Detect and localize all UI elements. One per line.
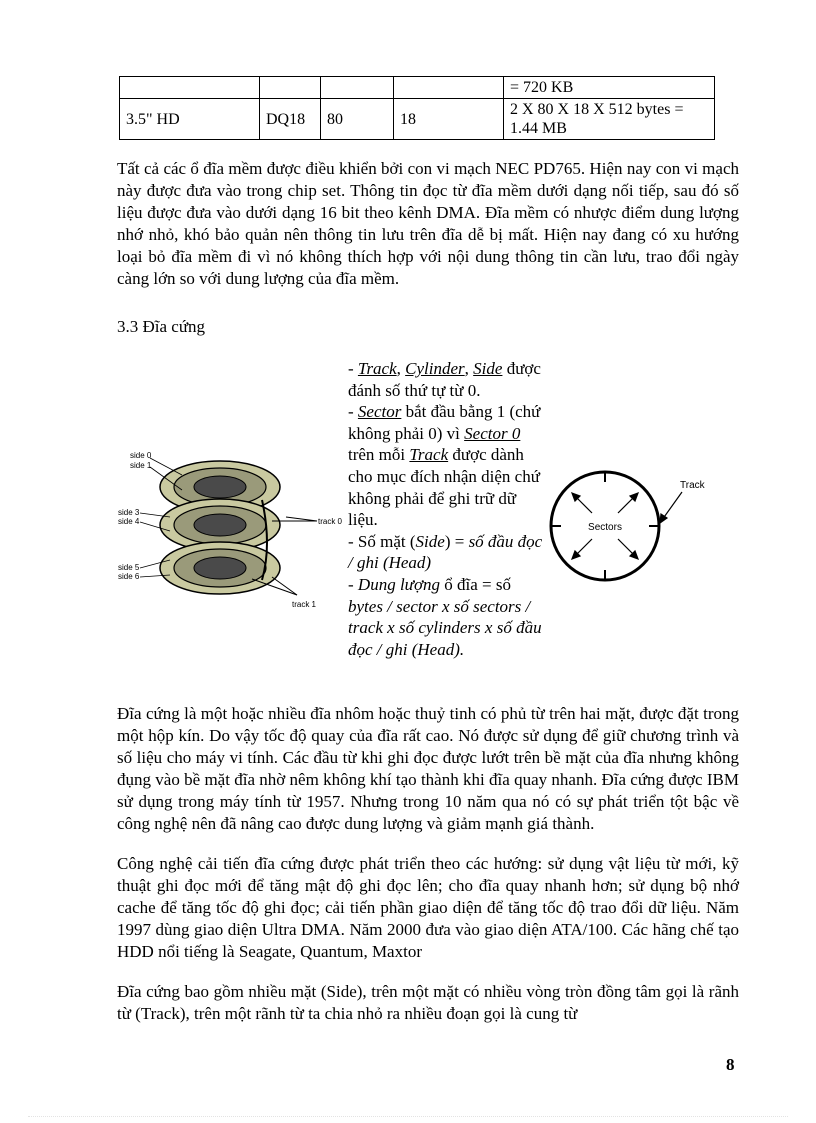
label-side-1: side 1	[130, 461, 152, 470]
sectors-figure	[548, 468, 718, 598]
paragraph-hdd-intro: Đĩa cứng là một hoặc nhiều đĩa nhôm hoặc thuỷ tinh có phủ từ trên hai mặt, được đặt trong một hộp kín. Do vậy tốc độ quay của đĩa rất cao. Nó được sử dụng để giữ chương trình và số liệu cho máy vi tính. Các đầu từ khi ghi đọc được lướt trên bề mặt của đĩa nhưng không đụng vào bề mặt đĩa nhờ nêm không khí tạo thành khi đĩa quay nhanh. Đĩa cứng được IBM sử dụng trong máy tính từ 1957. Nhưng trong 10 năm qua nó có sự phát triển tột bậc về công nghệ nên đã nâng cao được dung lượng và giảm mạnh giá thành.	[117, 704, 739, 833]
track-arrow	[662, 492, 682, 520]
table-cell: 2 X 80 X 18 X 512 bytes = 1.44 MB	[504, 99, 715, 140]
label-sectors: Sectors	[588, 522, 622, 533]
page-bottom-divider	[28, 1116, 788, 1117]
paragraph-floppy: Tất cả các ổ đĩa mềm được điều khiển bởi con vi mạch NEC PD765. Hiện nay con vi mạch này được đưa vào trong chip set. Thông tin đọc từ đĩa mềm dưới dạng nối tiếp, sau đó số liệu được đưa vào dưới dạng 16 bit theo kênh DMA. Đĩa mềm có nhược điểm dung lượng nhớ nhỏ, khó bảo quản nên thông tin lưu trên đĩa dễ bị mất. Hiện nay đang có xu hướng loại bỏ đĩa mềm đi vì nó không thích hợp với nội dung thông tin cần lưu, trao đổi ngày càng lớn so với dung lượng của đĩa mềm.	[117, 159, 739, 288]
platter-3	[160, 542, 280, 594]
table-row	[120, 99, 715, 140]
table-cell	[394, 77, 504, 99]
label-side-5: side 5	[118, 563, 140, 572]
note-sector: - Sector bắt đầu bằng 1 (chứ không phải 0) vì Sector 0 trên mỗi Track được dành cho mục đích nhận diện chứ không phải để ghi trữ dữ liệu.	[348, 402, 541, 530]
table-cell: 80	[321, 99, 394, 140]
table-cell: DQ18	[260, 99, 321, 140]
disk-spec-table	[119, 76, 715, 140]
table-cell	[260, 77, 321, 99]
track-0-pointer	[286, 517, 317, 521]
note-numbering: - Track, Cylinder, Side được đánh số thứ tự từ 0.	[348, 359, 541, 400]
table-cell: 3.5" HD	[120, 99, 260, 140]
note-sides: - Số mặt (Side) = số đầu đọc / ghi (Head)	[348, 531, 543, 573]
platter-stack-figure	[112, 445, 342, 615]
label-track-1: track 1	[292, 600, 317, 609]
table-cell	[321, 77, 394, 99]
note-capacity: - Dung lượng ổ đĩa = số bytes / sector x số sectors / track x số cylinders x số đầu đọc / ghi (Head).	[348, 574, 542, 659]
label-side-6: side 6	[118, 572, 140, 581]
table-row	[120, 77, 715, 99]
page-number: 8	[726, 1055, 735, 1074]
table-cell: 18	[394, 99, 504, 140]
label-track: Track	[680, 480, 705, 491]
track-1-pointer	[272, 577, 297, 595]
paragraph-hdd-structure: Đĩa cứng bao gồm nhiều mặt (Side), trên một mặt có nhiều vòng tròn đồng tâm gọi là rãnh từ (Track), trên một rãnh từ ta chia nhỏ ra nhiều đoạn gọi là cung từ	[117, 982, 739, 1023]
label-side-0: side 0	[130, 451, 152, 460]
table-cell	[120, 77, 260, 99]
section-heading: 3.3 Đĩa cứng	[117, 317, 206, 336]
disk-notes	[348, 358, 544, 660]
paragraph-hdd-technology: Công nghệ cải tiến đĩa cứng được phát triển theo các hướng: sử dụng vật liệu từ mới, kỹ thuật ghi đọc mới để tăng mật độ ghi đọc lên; cho đĩa quay nhanh hơn; sử dụng bộ nhớ cache để tăng tốc độ ghi đọc; cải tiến phần giao diện để tăng tốc độ trao đổi dữ liệu. Năm 1997 dùng giao diện Ultra DMA. Năm 2000 đưa vào giao diện ATA/100. Các hãng chế tạo HDD nổi tiếng là Seagate, Quantum, Maxtor	[117, 854, 739, 961]
table-cell: = 720 KB	[504, 77, 715, 99]
label-track-0: track 0	[318, 517, 342, 526]
label-side-4: side 4	[118, 517, 140, 526]
label-side-3: side 3	[118, 508, 140, 517]
